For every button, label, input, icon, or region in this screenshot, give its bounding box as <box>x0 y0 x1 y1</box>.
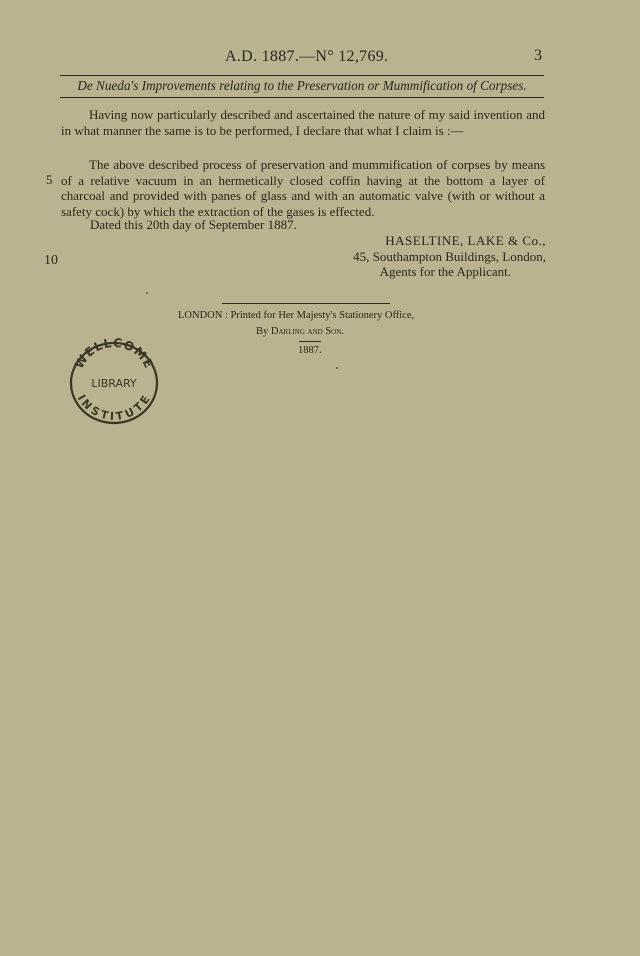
claim-intro-paragraph: Having now particularly described and ascertained the nature of my said invention and in what manner the same is to be performed, I declare that what I claim is :— <box>61 107 545 138</box>
svg-text:INSTITUTE <box>75 392 153 423</box>
printer-by: By <box>256 326 269 337</box>
line-number-10: 10 <box>44 253 58 268</box>
page-number: 3 <box>534 47 542 64</box>
header-rule-bottom <box>60 97 544 98</box>
printer-imprint <box>178 308 436 340</box>
patent-number-header: A.D. 1887.—N° 12,769. <box>225 48 389 65</box>
running-title: De Nueda's Improvements relating to the Preservation or Mummification of Corpses. <box>77 78 527 93</box>
print-year: 1887. <box>298 345 322 356</box>
library-stamp-icon <box>64 337 164 427</box>
date-line: Dated this 20th day of September 1887. <box>90 217 297 232</box>
printer-name: Darling and Son. <box>270 326 344 337</box>
agent-role: Agents for the Applicant. <box>379 264 511 279</box>
header-rule-top <box>60 75 544 76</box>
stamp-bottom-text: INSTITUTE <box>74 392 154 424</box>
speck <box>146 292 148 294</box>
speck <box>336 367 338 369</box>
printer-line-1: LONDON : Printed for Her Majesty's Stationery Office, <box>178 310 415 321</box>
printer-rule <box>222 303 390 304</box>
agent-signature-block <box>353 233 546 280</box>
agent-name: HASELTINE, LAKE & Co., <box>385 233 546 248</box>
stamp-top-text: WELLCOME <box>71 337 157 372</box>
claim-paragraph: The above described process of preservation and mummification of corpses by means of a relative vacuum in an hermetically closed coffin having at the bottom a layer of charcoal and provided with panes of glass and with an automatic valve (with or without a safety cock) by which the extraction of the gases is effected. <box>61 157 545 219</box>
printer-line-2 <box>178 324 436 340</box>
line-number-5: 5 <box>46 172 53 187</box>
stamp-middle-text: LIBRARY <box>91 377 137 390</box>
agent-address: 45, Southampton Buildings, London, <box>353 248 546 264</box>
year-rule <box>299 341 321 342</box>
